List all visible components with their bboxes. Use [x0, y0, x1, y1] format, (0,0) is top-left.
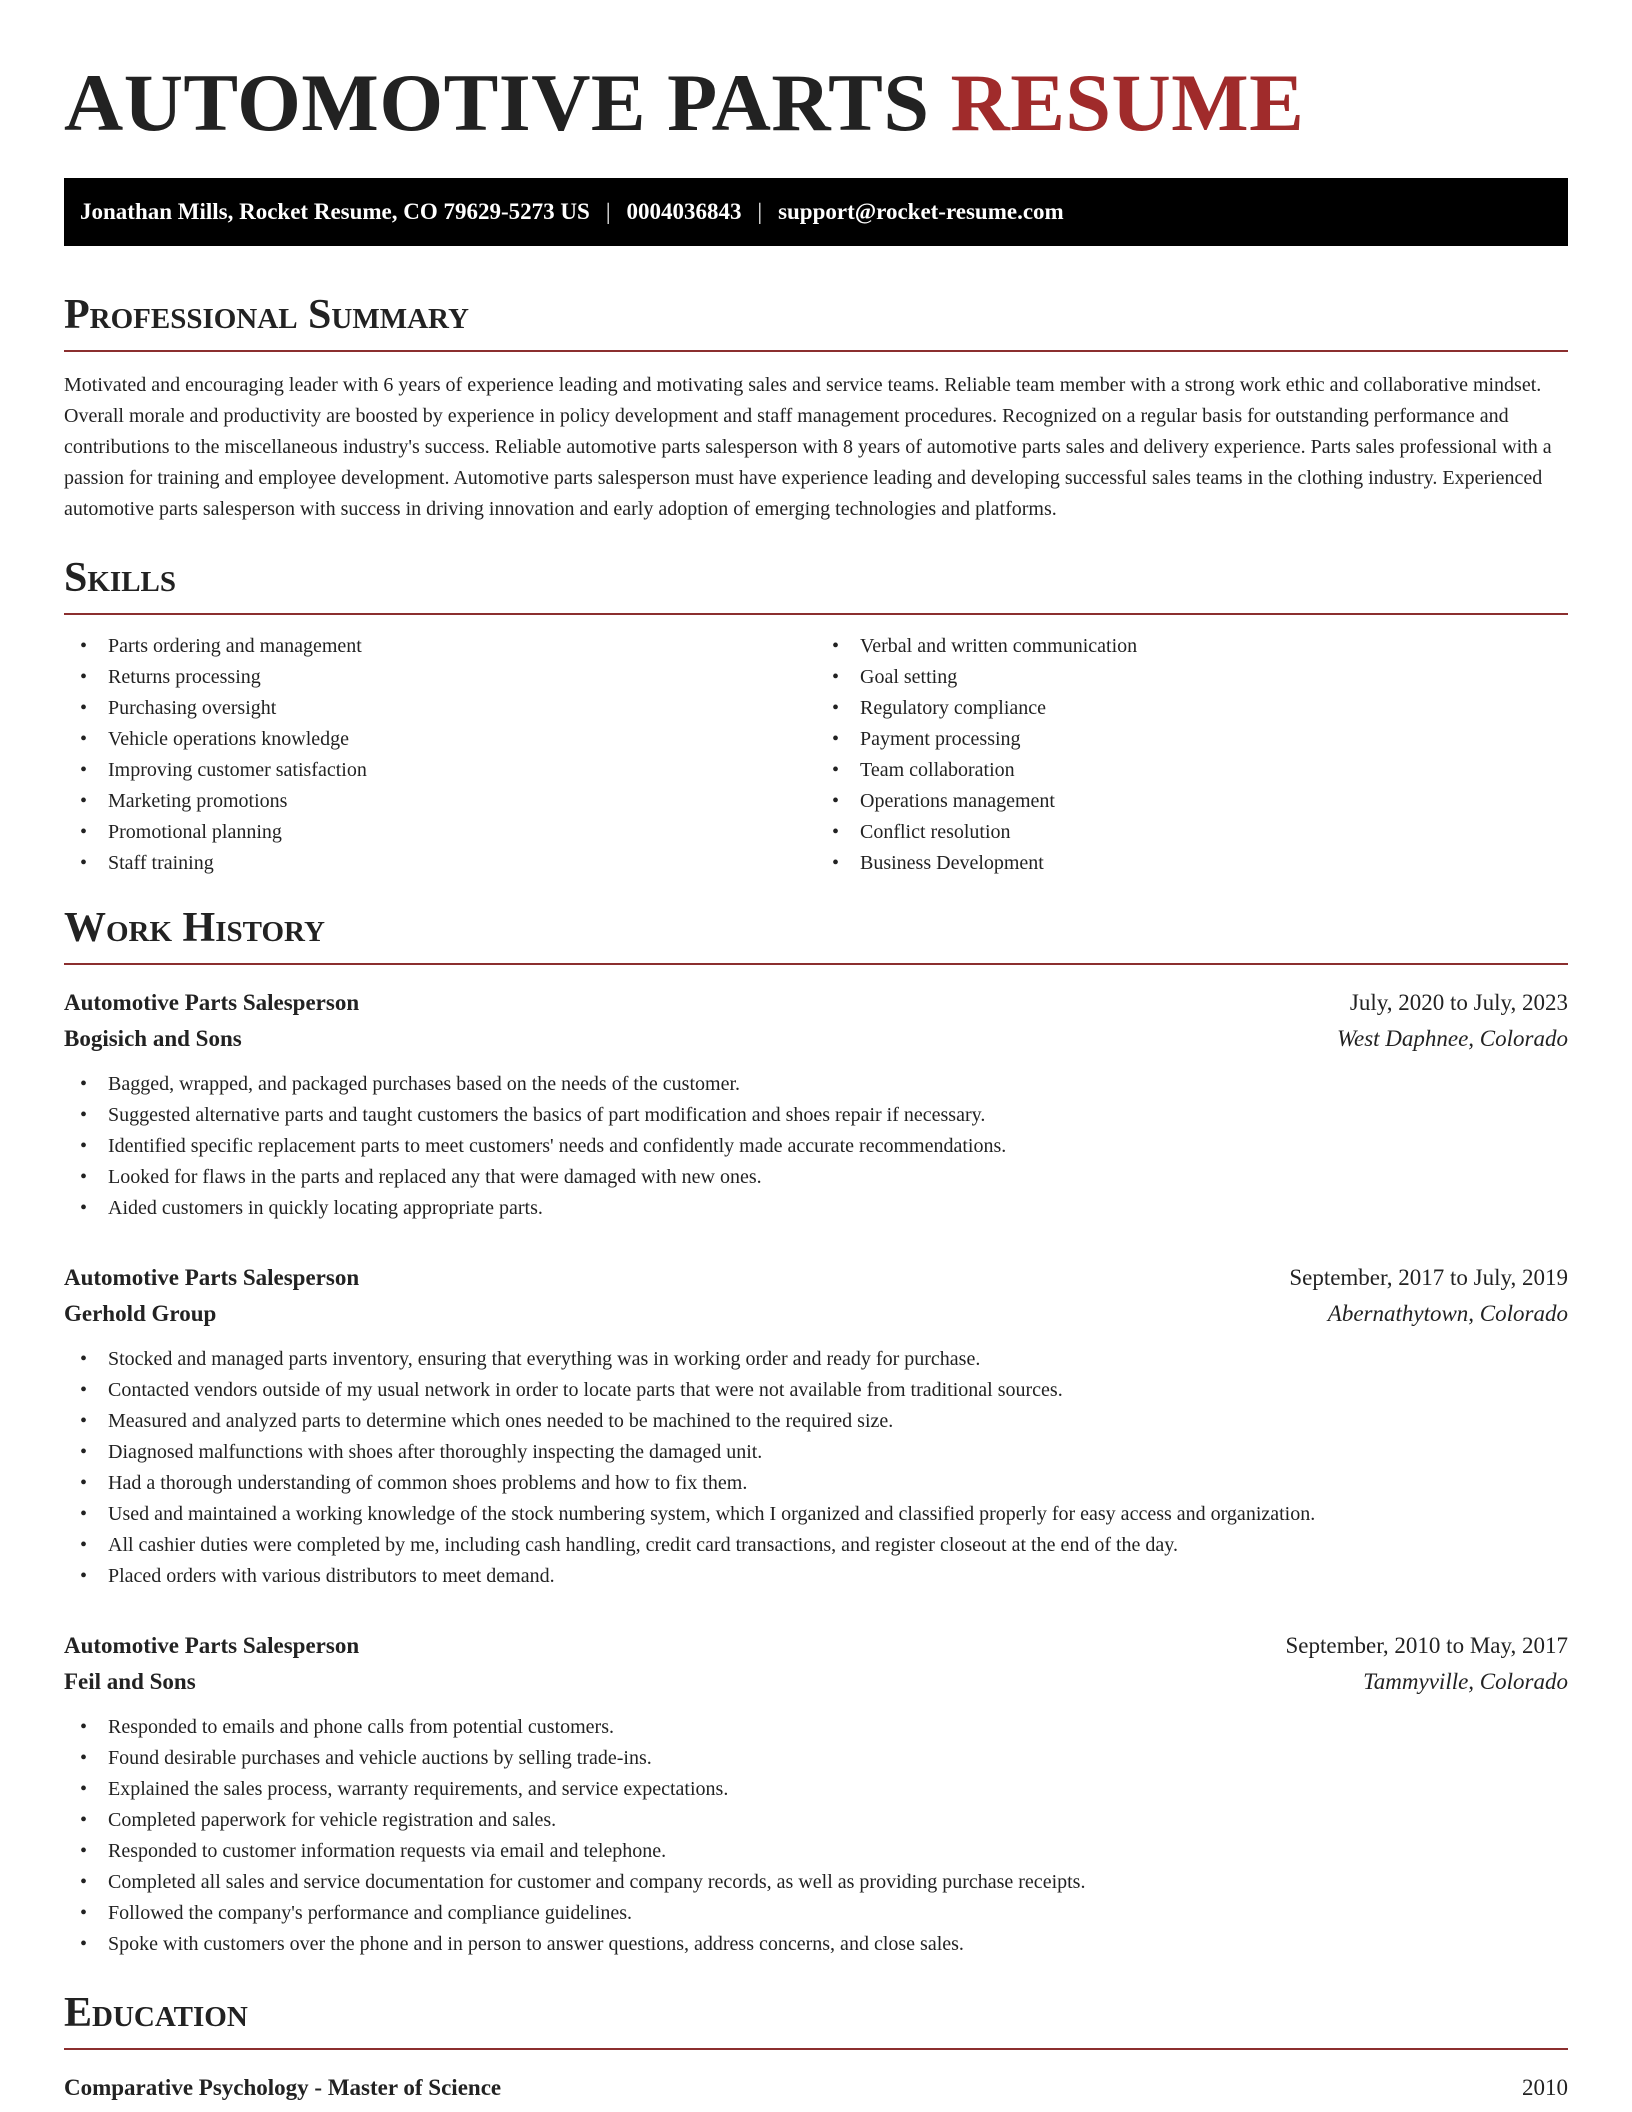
- job-dates: July, 2020 to July, 2023: [1349, 990, 1568, 1015]
- job-duty: • All cashier duties were completed by me, including cash handling, credit card transactions, and register closeout at the end of the day.: [64, 1530, 1568, 1561]
- job-company-row: [64, 1021, 1568, 1057]
- skill-item: • Regulatory compliance: [816, 693, 1568, 724]
- skill-item: • Operations management: [816, 786, 1568, 817]
- contact-separator: |: [605, 199, 611, 224]
- job-duty: • Contacted vendors outside of my usual network in order to locate parts that were not available from traditional sources.: [64, 1375, 1568, 1406]
- job-company: Feil and Sons: [64, 1669, 196, 1694]
- job-location: Tammyville, Colorado: [1363, 1669, 1568, 1694]
- job-duty: • Completed paperwork for vehicle registration and sales.: [64, 1805, 1568, 1836]
- job-company: Bogisich and Sons: [64, 1026, 242, 1051]
- job-duties-list: [64, 1712, 1568, 1960]
- job-duty: • Followed the company's performance and compliance guidelines.: [64, 1898, 1568, 1929]
- job-duty: • Suggested alternative parts and taught customers the basics of part modification and shoes repair if necessary.: [64, 1100, 1568, 1131]
- job-duty: • Used and maintained a working knowledge of the stock numbering system, which I organized and classified properly for easy access and organization.: [64, 1499, 1568, 1530]
- job-duty: • Bagged, wrapped, and packaged purchases based on the needs of the customer.: [64, 1069, 1568, 1100]
- job-header-row: [64, 985, 1568, 1021]
- contact-phone: 0004036843: [626, 199, 742, 224]
- skill-item: • Improving customer satisfaction: [64, 755, 816, 786]
- job-duty: • Had a thorough understanding of common shoes problems and how to fix them.: [64, 1468, 1568, 1499]
- skills-column-right: [816, 631, 1568, 879]
- job-entry: [64, 1260, 1568, 1592]
- job-company-row: [64, 1664, 1568, 1700]
- skill-item: • Conflict resolution: [816, 817, 1568, 848]
- summary-heading: Professional Summary: [64, 294, 1568, 352]
- job-duty: • Looked for flaws in the parts and replaced any that were damaged with new ones.: [64, 1162, 1568, 1193]
- education-heading: Education: [64, 1992, 1568, 2050]
- skill-item: • Business Development: [816, 848, 1568, 879]
- job-duty: • Spoke with customers over the phone and in person to answer questions, address concerns, and close sales.: [64, 1929, 1568, 1960]
- skills-list-right: [816, 631, 1568, 879]
- job-duty: • Responded to customer information requests via email and telephone.: [64, 1836, 1568, 1867]
- skills-heading: Skills: [64, 557, 1568, 615]
- job-duty: • Placed orders with various distributors to meet demand.: [64, 1561, 1568, 1592]
- job-duty: • Responded to emails and phone calls from potential customers.: [64, 1712, 1568, 1743]
- job-dates: September, 2017 to July, 2019: [1289, 1265, 1568, 1290]
- job-duty: • Measured and analyzed parts to determine which ones needed to be machined to the required size.: [64, 1406, 1568, 1437]
- job-duty: • Found desirable purchases and vehicle auctions by selling trade-ins.: [64, 1743, 1568, 1774]
- skill-item: • Verbal and written communication: [816, 631, 1568, 662]
- skill-item: • Vehicle operations knowledge: [64, 724, 816, 755]
- title-main: AUTOMOTIVE PARTS: [64, 57, 930, 148]
- job-title: Automotive Parts Salesperson: [64, 1265, 360, 1290]
- skills-column-left: [64, 631, 816, 879]
- job-duty: • Diagnosed malfunctions with shoes after thoroughly inspecting the damaged unit.: [64, 1437, 1568, 1468]
- contact-separator: |: [757, 199, 763, 224]
- job-company-row: [64, 1296, 1568, 1332]
- job-dates: September, 2010 to May, 2017: [1285, 1633, 1568, 1658]
- skill-item: • Promotional planning: [64, 817, 816, 848]
- skill-item: • Parts ordering and management: [64, 631, 816, 662]
- education-entry: [64, 2070, 1568, 2106]
- skills-list-left: [64, 631, 816, 879]
- job-header-row: [64, 1260, 1568, 1296]
- title-accent: RESUME: [950, 57, 1305, 148]
- skill-item: • Purchasing oversight: [64, 693, 816, 724]
- skill-item: • Team collaboration: [816, 755, 1568, 786]
- work-history-heading: Work History: [64, 907, 1568, 965]
- contact-bar: [64, 178, 1568, 246]
- skill-item: • Marketing promotions: [64, 786, 816, 817]
- education-degree: Comparative Psychology - Master of Science: [64, 2075, 502, 2100]
- job-company: Gerhold Group: [64, 1301, 217, 1326]
- job-location: West Daphnee, Colorado: [1336, 1026, 1568, 1051]
- skill-item: • Staff training: [64, 848, 816, 879]
- skills-grid: [64, 631, 1568, 879]
- skill-item: • Payment processing: [816, 724, 1568, 755]
- job-duty: • Aided customers in quickly locating appropriate parts.: [64, 1193, 1568, 1224]
- job-duties-list: [64, 1069, 1568, 1224]
- job-entry: [64, 985, 1568, 1224]
- job-title: Automotive Parts Salesperson: [64, 990, 360, 1015]
- summary-text: Motivated and encouraging leader with 6 years of experience leading and motivating sales and service teams. Reliable team member with a strong work ethic and collaborative mindset. Overall morale and productivity are boosted by experience in policy development and staff management procedures. Recognized on a regular basis for outstanding performance and contributions to the miscellaneous industry's success. Reliable automotive parts salesperson with 8 years of automotive parts sales and delivery experience. Parts sales professional with a passion for training and employee development. Automotive parts salesperson must have experience leading and developing successful sales teams in the clothing industry. Experienced automotive parts salesperson with success in driving innovation and early adoption of emerging technologies and platforms.: [64, 374, 1552, 520]
- job-title: Automotive Parts Salesperson: [64, 1633, 360, 1658]
- job-location: Abernathytown, Colorado: [1327, 1301, 1568, 1326]
- contact-email: support@rocket-resume.com: [778, 199, 1064, 224]
- job-entry: [64, 1628, 1568, 1960]
- job-duty: • Identified specific replacement parts to meet customers' needs and confidently made accurate recommendations.: [64, 1131, 1568, 1162]
- contact-address: Jonathan Mills, Rocket Resume, CO 79629-5273 US: [80, 199, 590, 224]
- resume-title: [64, 57, 1568, 148]
- job-header-row: [64, 1628, 1568, 1664]
- job-duty: • Explained the sales process, warranty requirements, and service expectations.: [64, 1774, 1568, 1805]
- skill-item: • Returns processing: [64, 662, 816, 693]
- skill-item: • Goal setting: [816, 662, 1568, 693]
- education-year: 2010: [1522, 2075, 1568, 2100]
- job-duty: • Completed all sales and service documentation for customer and company records, as well as providing purchase receipts.: [64, 1867, 1568, 1898]
- job-duties-list: [64, 1344, 1568, 1592]
- job-duty: • Stocked and managed parts inventory, ensuring that everything was in working order and ready for purchase.: [64, 1344, 1568, 1375]
